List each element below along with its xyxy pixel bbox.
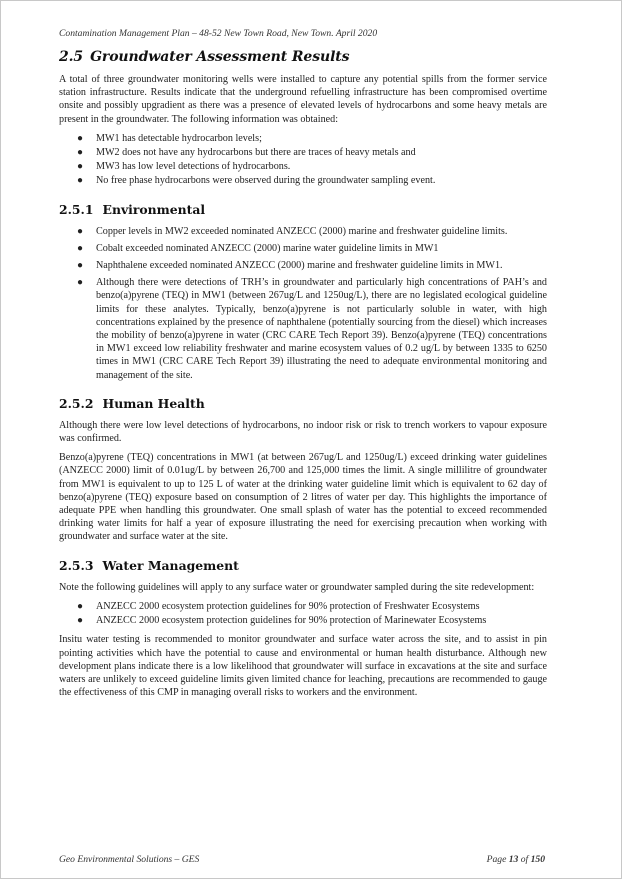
list-item: ● ANZECC 2000 ecosystem protection guidelines for 90% protection of Marinewater Ecosystems: [77, 615, 487, 627]
list-item: ● Cobalt exceeded nominated ANZECC (2000) marine water guideline limits in MW1: [77, 242, 439, 254]
bullet-icon: ●: [77, 600, 84, 612]
footer-company: Geo Environmental Solutions – GES: [59, 854, 200, 865]
subsection-number: 2.5.1: [59, 201, 94, 217]
environmental-bullet-list: [59, 225, 547, 382]
bullet-icon: ●: [77, 260, 84, 272]
human-health-paragraph-1: Although there were low level detections of hydrocarbons, no indoor risk or risk to trench workers to vapour exposure was confirmed.: [59, 419, 547, 445]
section-title: Groundwater Assessment Results: [90, 49, 350, 65]
subsection-heading-human-health: [59, 396, 547, 411]
subsection-number: 2.5.2: [59, 395, 94, 411]
subsection-heading-water-management: [59, 558, 547, 573]
page-content: [59, 49, 547, 705]
list-item: ● MW1 has detectable hydrocarbon levels;: [77, 132, 262, 144]
water-management-paragraph-2: Insitu water testing is recommended to monitor groundwater and surface water across the site, and to assist in pin pointing activities which have the potential to cause and environmental or human health disturbance. Although new development plans indicate there is a low likelihood that groundwater will surface in excavations at the site and surface waters are unlikely to exceed guideline limits given limited chance for leaching, precautions are recommended to gauge the effectiveness of this CMP in managing overall risks to workers and the environment.: [59, 634, 547, 699]
bullet-icon: ●: [77, 132, 84, 144]
water-management-bullet-list: [59, 600, 547, 627]
running-header: Contamination Management Plan – 48-52 New Town Road, New Town. April 2020: [59, 28, 378, 39]
list-item: ● ANZECC 2000 ecosystem protection guidelines for 90% protection of Freshwater Ecosystems: [77, 600, 480, 612]
subsection-heading-environmental: [59, 202, 547, 217]
bullet-icon: ●: [77, 161, 84, 173]
page-total: 150: [530, 854, 545, 865]
human-health-paragraph-2: Benzo(a)pyrene (TEQ) concentrations in MW1 (at between 267ug/L and 1250ug/L) exceed drinking water guidelines (ANZECC 2000) limit of 0.01ug/L by between 26,700 and 125,000 times the limit. A single millilitre of groundwater from MW1 is equivalent to up to 125 L of water at the drinking water guideline limit which is equivalent to 62 day of benzo(a)pyrene (TEQ) exposure based on consumption of 2 litres of water per day. This highlights the importance of adequate PPE when handling this groundwater. One small splash of water has the potential to exceed recommended drinking water limits for half a year of exposure illustrating the need for exercising precaution when working with groundwater and surface water at the site.: [59, 452, 547, 543]
page-number: Page 13 of 150: [486, 854, 545, 865]
section-heading: [59, 49, 547, 65]
list-item: ● MW2 does not have any hydrocarbons but there are traces of heavy metals and: [77, 147, 416, 159]
bullet-icon: ●: [77, 225, 84, 237]
bullet-icon: ●: [77, 147, 84, 159]
bullet-icon: ●: [77, 242, 84, 254]
subsection-title: Environmental: [102, 201, 206, 217]
section-number: 2.5: [59, 49, 84, 65]
subsection-number: 2.5.3: [59, 557, 94, 573]
subsection-title: Human Health: [102, 395, 205, 411]
water-management-paragraph-1: Note the following guidelines will apply to any surface water or groundwater sampled during the site redevelopment:: [59, 581, 535, 593]
section-bullet-list: [59, 132, 547, 188]
bullet-icon: ●: [77, 175, 84, 187]
page-current: 13: [508, 854, 519, 865]
list-item: ● Naphthalene exceeded nominated ANZECC (2000) marine and freshwater guideline limits in MW1.: [77, 260, 503, 272]
list-item: ● No free phase hydrocarbons were observed during the groundwater sampling event.: [77, 175, 436, 187]
subsection-title: Water Management: [102, 557, 239, 573]
list-item: ● Although there were detections of TRH’s in groundwater and particularly high concentrations of PAH’s and benzo(a)pyrene (TEQ) in MW1 (between 267ug/L and 1250ug/L), there are no legislated ecological guideline limits for these analytes. Typically, benzo(a)pyrene is not particularly soluble in water, with high concentrations explained by the presence of naphthalene (potentially sourcing from the diesel) which increases the mobility of benzo(a)pyrene in water (CRC CARE Tech Report 39). Benzo(a)pyrene (TEQ) concentrations in MW1 exceed low reliability freshwater and marine ecosystem values of 0.2 ug/L by between 1335 to 6250 times in MW1 (CRC CARE Tech Report 39) illustrating the need to adequate environmental monitoring and management of the site.: [77, 277, 547, 381]
bullet-icon: ●: [77, 615, 84, 627]
section-intro-paragraph: A total of three groundwater monitoring wells were installed to capture any potential spills from the former service station infrastructure. Results indicate that the underground refuelling infrastructure has been compromised overtime onsite and possibly upgradient as there was a presence of elevated levels of hydrocarbons and some heavy metals are present in the groundwater. The following information was obtained:: [59, 74, 547, 125]
bullet-icon: ●: [77, 277, 84, 289]
list-item: ● Copper levels in MW2 exceeded nominated ANZECC (2000) marine and freshwater guideline limits.: [77, 225, 508, 237]
list-item: ● MW3 has low level detections of hydrocarbons.: [77, 161, 291, 173]
